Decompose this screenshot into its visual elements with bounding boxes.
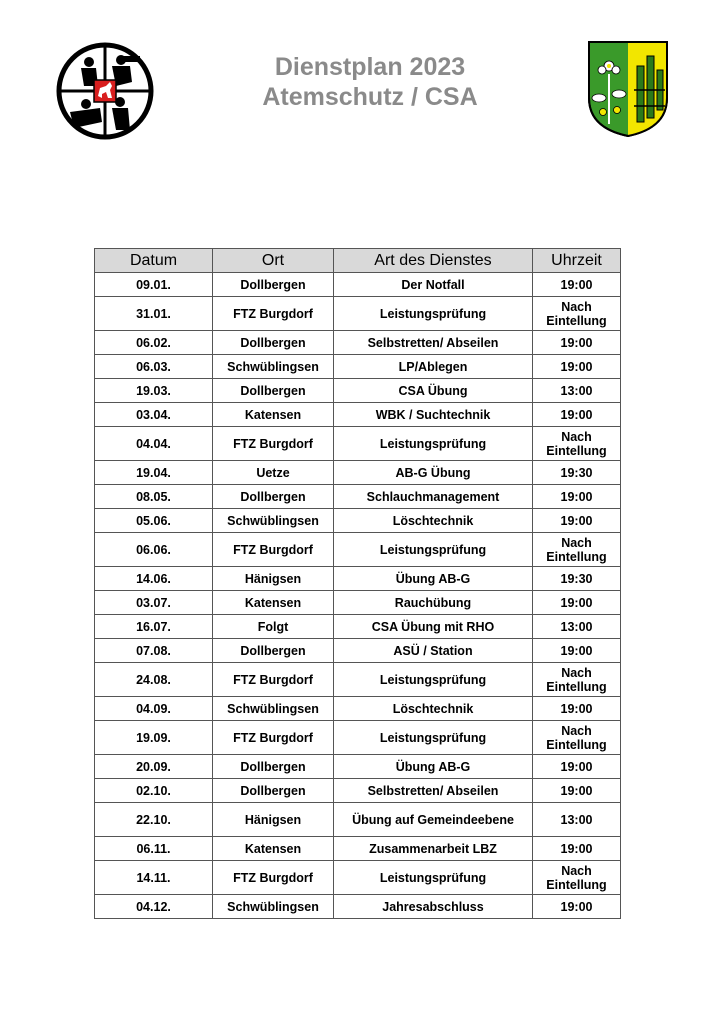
table-row [95,533,621,567]
cell-ort: Hänigsen [213,803,334,837]
table-row [95,663,621,697]
cell-datum: 06.06. [95,533,213,567]
cell-ort: Hänigsen [213,567,334,591]
cell-ort: Dollbergen [213,273,334,297]
cell-art: WBK / Suchtechnik [334,403,533,427]
table-row [95,639,621,663]
table-row [95,721,621,755]
cell-ort: Schwüblingsen [213,895,334,919]
cell-ort: Schwüblingsen [213,509,334,533]
cell-art: AB-G Übung [334,461,533,485]
cell-datum: 09.01. [95,273,213,297]
table-row [95,779,621,803]
cell-datum: 19.09. [95,721,213,755]
cell-datum: 06.03. [95,355,213,379]
cell-uhrzeit: 19:00 [533,697,621,721]
document-title [180,52,560,112]
table-row [95,861,621,895]
cell-datum: 14.11. [95,861,213,895]
table-row [95,461,621,485]
table-row [95,697,621,721]
cell-datum: 19.04. [95,461,213,485]
cell-art: Leistungsprüfung [334,721,533,755]
table-row [95,331,621,355]
schedule-table [94,248,621,919]
cell-ort: Dollbergen [213,779,334,803]
cell-uhrzeit: 19:00 [533,779,621,803]
cell-art: ASÜ / Station [334,639,533,663]
cell-art: Übung AB-G [334,567,533,591]
table-row [95,273,621,297]
fire-brigade-emblem-logo [56,42,154,140]
cell-art: Löschtechnik [334,509,533,533]
cell-ort: Katensen [213,591,334,615]
cell-art: Selbstretten/ Abseilen [334,779,533,803]
cell-datum: 20.09. [95,755,213,779]
cell-datum: 14.06. [95,567,213,591]
cell-art: Löschtechnik [334,697,533,721]
cell-art: Leistungsprüfung [334,533,533,567]
cell-art: CSA Übung [334,379,533,403]
cell-art: Schlauchmanagement [334,485,533,509]
cell-art: Jahresabschluss [334,895,533,919]
cell-datum: 07.08. [95,639,213,663]
cell-uhrzeit: 19:00 [533,331,621,355]
cell-uhrzeit: 19:00 [533,591,621,615]
column-header-art: Art des Dienstes [334,249,533,273]
column-header-uhrzeit: Uhrzeit [533,249,621,273]
cell-uhrzeit: 13:00 [533,803,621,837]
table-row [95,803,621,837]
cell-art: LP/Ablegen [334,355,533,379]
cell-uhrzeit: Nach Eintellung [533,861,621,895]
cell-datum: 31.01. [95,297,213,331]
cell-datum: 03.07. [95,591,213,615]
cell-uhrzeit: 13:00 [533,615,621,639]
cell-ort: Dollbergen [213,485,334,509]
cell-art: Leistungsprüfung [334,861,533,895]
cell-uhrzeit: 19:00 [533,509,621,533]
cell-art: Leistungsprüfung [334,663,533,697]
cell-datum: 04.04. [95,427,213,461]
cell-art: Übung AB-G [334,755,533,779]
cell-ort: FTZ Burgdorf [213,721,334,755]
cell-datum: 22.10. [95,803,213,837]
cell-uhrzeit: 19:30 [533,461,621,485]
cell-datum: 02.10. [95,779,213,803]
title-line-1: Dienstplan 2023 [274,53,466,81]
cell-datum: 06.11. [95,837,213,861]
table-row [95,591,621,615]
cell-art: Selbstretten/ Abseilen [334,331,533,355]
cell-ort: Dollbergen [213,755,334,779]
cell-art: Rauchübung [334,591,533,615]
cell-uhrzeit: 19:00 [533,403,621,427]
cell-datum: 24.08. [95,663,213,697]
cell-art: Der Notfall [334,273,533,297]
table-row [95,895,621,919]
cell-datum: 04.12. [95,895,213,919]
cell-uhrzeit: 13:00 [533,379,621,403]
table-row [95,379,621,403]
table-header-row [95,249,621,273]
cell-uhrzeit: 19:00 [533,837,621,861]
cell-ort: FTZ Burgdorf [213,533,334,567]
cell-ort: Katensen [213,403,334,427]
cell-art: Leistungsprüfung [334,427,533,461]
cell-datum: 06.02. [95,331,213,355]
column-header-datum: Datum [95,249,213,273]
cell-datum: 08.05. [95,485,213,509]
cell-ort: Katensen [213,837,334,861]
cell-ort: Uetze [213,461,334,485]
cell-ort: FTZ Burgdorf [213,297,334,331]
table-row [95,355,621,379]
cell-uhrzeit: 19:00 [533,895,621,919]
cell-art: Zusammenarbeit LBZ [334,837,533,861]
table-row [95,567,621,591]
column-header-ort: Ort [213,249,334,273]
table-row [95,509,621,533]
cell-uhrzeit: Nach Eintellung [533,663,621,697]
cell-ort: Folgt [213,615,334,639]
cell-art: Übung auf Gemeindeebene [334,803,533,837]
table-row [95,485,621,509]
cell-ort: FTZ Burgdorf [213,427,334,461]
cell-ort: Dollbergen [213,639,334,663]
table-row [95,837,621,861]
cell-uhrzeit: 19:00 [533,273,621,297]
cell-art: Leistungsprüfung [334,297,533,331]
cell-datum: 04.09. [95,697,213,721]
cell-ort: FTZ Burgdorf [213,663,334,697]
table-row [95,755,621,779]
cell-ort: Schwüblingsen [213,697,334,721]
cell-datum: 03.04. [95,403,213,427]
title-line-2: Atemschutz / CSA [262,83,478,111]
table-row [95,427,621,461]
municipal-coat-of-arms-logo [587,40,669,138]
cell-uhrzeit: 19:00 [533,755,621,779]
cell-uhrzeit: 19:30 [533,567,621,591]
cell-datum: 16.07. [95,615,213,639]
cell-uhrzeit: Nach Eintellung [533,427,621,461]
cell-art: CSA Übung mit RHO [334,615,533,639]
table-body [95,273,621,919]
table-row [95,297,621,331]
cell-ort: Dollbergen [213,331,334,355]
table-row [95,403,621,427]
cell-uhrzeit: Nach Eintellung [533,721,621,755]
cell-ort: Dollbergen [213,379,334,403]
cell-datum: 05.06. [95,509,213,533]
cell-datum: 19.03. [95,379,213,403]
cell-ort: FTZ Burgdorf [213,861,334,895]
cell-uhrzeit: 19:00 [533,639,621,663]
cell-uhrzeit: Nach Eintellung [533,533,621,567]
cell-ort: Schwüblingsen [213,355,334,379]
cell-uhrzeit: Nach Eintellung [533,297,621,331]
table-row [95,615,621,639]
cell-uhrzeit: 19:00 [533,355,621,379]
cell-uhrzeit: 19:00 [533,485,621,509]
